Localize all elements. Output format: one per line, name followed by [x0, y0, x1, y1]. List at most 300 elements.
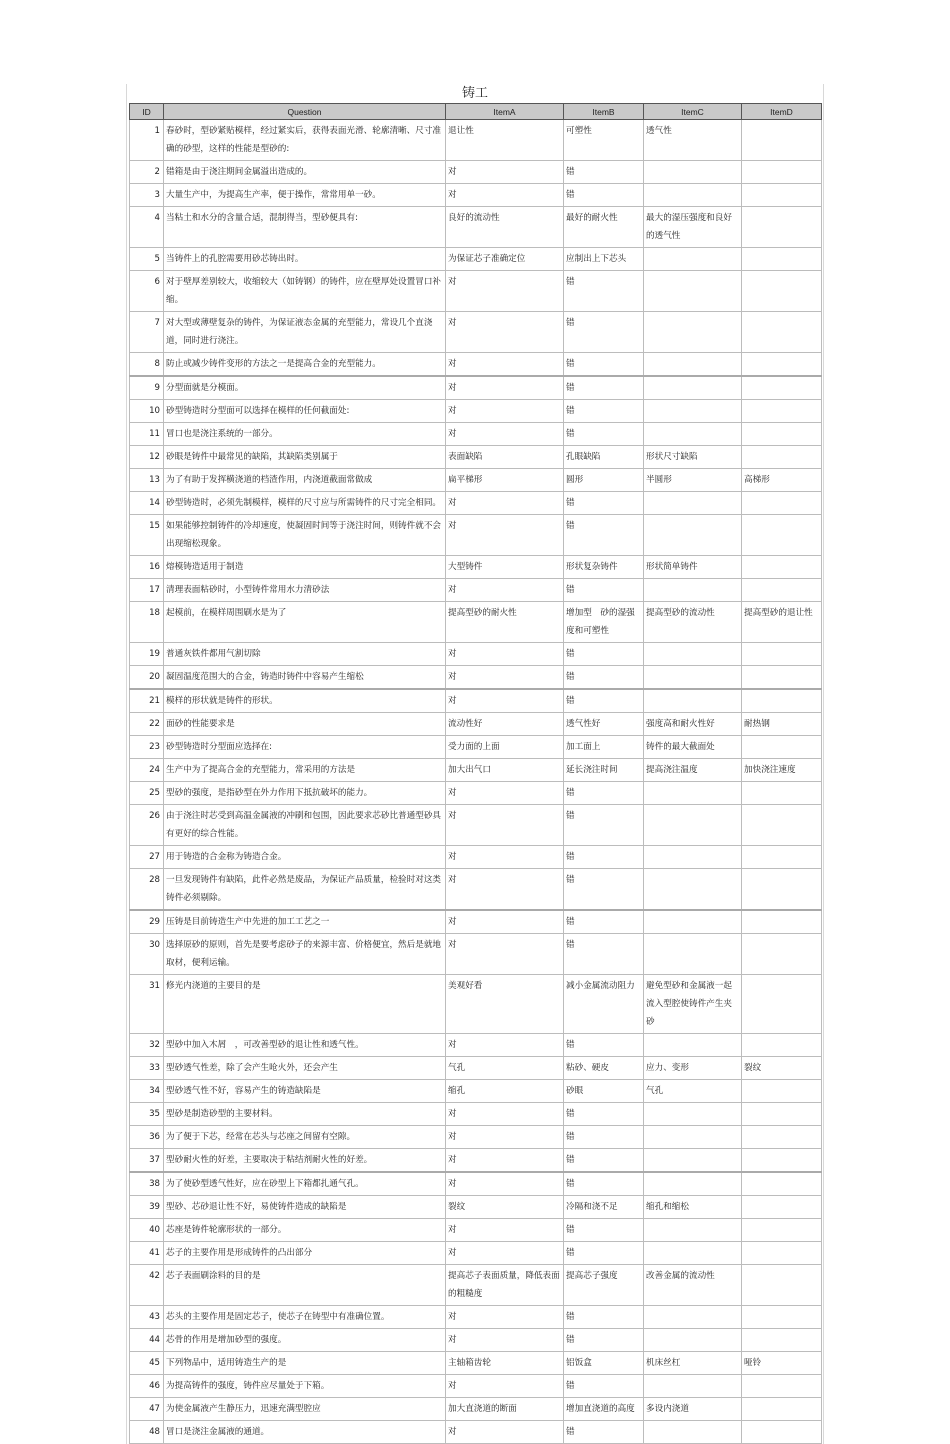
cell-item-d: 裂纹 [742, 1057, 822, 1080]
cell-item-c [644, 1306, 742, 1329]
cell-question: 如果能够控制铸件的冷却速度，使凝固时间等于浇注时间，则铸件就不会出现缩松现象。 [164, 515, 446, 556]
cell-id: 40 [130, 1219, 164, 1242]
cell-item-b: 错 [564, 643, 644, 666]
cell-item-a: 对 [446, 1375, 564, 1398]
cell-question: 对于壁厚差别较大，收缩较大（如铸钢）的铸件，应在壁厚处设置冒口补缩。 [164, 271, 446, 312]
cell-item-c [644, 184, 742, 207]
cell-item-d [742, 1329, 822, 1352]
table-row [130, 353, 822, 377]
cell-item-c: 气孔 [644, 1080, 742, 1103]
table-row [130, 1375, 822, 1398]
table-row [130, 1080, 822, 1103]
cell-item-d [742, 376, 822, 400]
cell-item-d [742, 1103, 822, 1126]
table-row [130, 1398, 822, 1421]
cell-item-b: 错 [564, 312, 644, 353]
cell-item-a: 表面缺陷 [446, 446, 564, 469]
cell-item-a: 流动性好 [446, 713, 564, 736]
cell-id: 1 [130, 120, 164, 161]
cell-question: 芯子的主要作用是形成铸件的凸出部分 [164, 1242, 446, 1265]
cell-item-d [742, 846, 822, 869]
cell-item-d [742, 1149, 822, 1173]
cell-item-c [644, 1219, 742, 1242]
table-row [130, 120, 822, 161]
cell-item-d [742, 423, 822, 446]
cell-item-b: 最好的耐火性 [564, 207, 644, 248]
cell-item-b: 冷隔和浇不足 [564, 1196, 644, 1219]
cell-question: 由于浇注时芯受到高温金属液的冲刷和包围，因此要求芯砂比普通型砂具有更好的综合性能。 [164, 805, 446, 846]
cell-item-c [644, 1172, 742, 1196]
cell-item-c: 形状尺寸缺陷 [644, 446, 742, 469]
table-row [130, 805, 822, 846]
cell-question: 型砂耐火性的好差，主要取决于粘结剂耐火性的好差。 [164, 1149, 446, 1173]
cell-item-a: 扁平梯形 [446, 469, 564, 492]
table-row [130, 1149, 822, 1173]
cell-question: 冒口是浇注金属液的通道。 [164, 1421, 446, 1444]
cell-item-a: 为保证芯子准确定位 [446, 248, 564, 271]
cell-question: 型砂的强度，是指砂型在外力作用下抵抗破坏的能力。 [164, 782, 446, 805]
cell-item-a: 对 [446, 492, 564, 515]
cell-question: 为了便于下芯，经常在芯头与芯座之间留有空隙。 [164, 1126, 446, 1149]
cell-id: 3 [130, 184, 164, 207]
cell-item-b: 错 [564, 161, 644, 184]
cell-item-a: 对 [446, 184, 564, 207]
cell-item-c [644, 492, 742, 515]
cell-item-d [742, 492, 822, 515]
cell-item-b: 错 [564, 1219, 644, 1242]
cell-item-c [644, 248, 742, 271]
cell-question: 起模前，在模样周围刷水是为了 [164, 602, 446, 643]
table-row [130, 446, 822, 469]
cell-item-c: 形状简单铸件 [644, 556, 742, 579]
cell-item-c [644, 1375, 742, 1398]
cell-item-a: 加大直浇道的断面 [446, 1398, 564, 1421]
cell-id: 23 [130, 736, 164, 759]
cell-item-d [742, 353, 822, 377]
cell-item-b: 砂眼 [564, 1080, 644, 1103]
table-row [130, 376, 822, 400]
cell-item-b: 错 [564, 782, 644, 805]
table-row [130, 975, 822, 1034]
header-row [130, 104, 822, 120]
cell-item-c: 提高浇注温度 [644, 759, 742, 782]
cell-item-c: 多设内浇道 [644, 1398, 742, 1421]
cell-question: 冒口也是浇注系统的一部分。 [164, 423, 446, 446]
table-row [130, 1329, 822, 1352]
cell-id: 8 [130, 353, 164, 377]
cell-item-b: 错 [564, 376, 644, 400]
cell-item-a: 对 [446, 689, 564, 713]
cell-item-b: 铝饭盒 [564, 1352, 644, 1375]
cell-item-d: 提高型砂的退让性 [742, 602, 822, 643]
cell-id: 27 [130, 846, 164, 869]
cell-item-c: 强度高和耐火性好 [644, 713, 742, 736]
cell-item-c [644, 1034, 742, 1057]
table-row [130, 602, 822, 643]
table-row [130, 643, 822, 666]
cell-item-c [644, 1149, 742, 1173]
cell-item-b: 增加型 砂的湿强度和可塑性 [564, 602, 644, 643]
cell-question: 为了有助于发挥横浇道的档渣作用，内浇道截面常做成 [164, 469, 446, 492]
cell-item-c [644, 869, 742, 911]
cell-item-a: 良好的流动性 [446, 207, 564, 248]
cell-item-c: 最大的湿压强度和良好的透气性 [644, 207, 742, 248]
cell-item-b: 错 [564, 492, 644, 515]
cell-question: 修光内浇道的主要目的是 [164, 975, 446, 1034]
table-row [130, 207, 822, 248]
cell-item-b: 错 [564, 1149, 644, 1173]
cell-id: 16 [130, 556, 164, 579]
cell-item-c: 半圆形 [644, 469, 742, 492]
cell-id: 13 [130, 469, 164, 492]
cell-question: 错箱是由于浇注期间金属溢出造成的。 [164, 161, 446, 184]
cell-item-c [644, 376, 742, 400]
cell-question: 选择原砂的原则，首先是要考虑砂子的来源丰富、价格便宜，然后是就地取材，便利运输。 [164, 934, 446, 975]
cell-question: 面砂的性能要求是 [164, 713, 446, 736]
table-row [130, 934, 822, 975]
cell-item-b: 粘砂、硬皮 [564, 1057, 644, 1080]
cell-item-d [742, 782, 822, 805]
cell-id: 44 [130, 1329, 164, 1352]
table-row [130, 1057, 822, 1080]
cell-item-b: 错 [564, 353, 644, 377]
cell-item-c [644, 1242, 742, 1265]
cell-question: 大量生产中，为提高生产率，便于操作，常常用单一砂。 [164, 184, 446, 207]
cell-item-a: 美观好看 [446, 975, 564, 1034]
cell-item-a: 对 [446, 1172, 564, 1196]
cell-item-b: 错 [564, 1172, 644, 1196]
cell-item-a: 对 [446, 846, 564, 869]
cell-question: 清理表面粘砂时，小型铸件常用水力清砂法 [164, 579, 446, 602]
cell-id: 28 [130, 869, 164, 911]
cell-item-b: 错 [564, 666, 644, 690]
cell-item-b: 透气性好 [564, 713, 644, 736]
cell-item-d [742, 975, 822, 1034]
cell-question: 砂型铸造时分型面应选择在: [164, 736, 446, 759]
cell-item-d [742, 1398, 822, 1421]
cell-question: 芯头的主要作用是固定芯子，使芯子在铸型中有准确位置。 [164, 1306, 446, 1329]
cell-id: 46 [130, 1375, 164, 1398]
cell-item-d: 哑铃 [742, 1352, 822, 1375]
cell-item-a: 对 [446, 643, 564, 666]
col-header-item-c: ItemC [644, 104, 742, 120]
cell-item-b: 应制出上下芯头 [564, 248, 644, 271]
cell-item-d [742, 556, 822, 579]
table-row [130, 1265, 822, 1306]
cell-id: 48 [130, 1421, 164, 1444]
cell-item-d [742, 161, 822, 184]
cell-item-b: 孔眼缺陷 [564, 446, 644, 469]
cell-question: 下列物品中，适用铸造生产的是 [164, 1352, 446, 1375]
cell-item-a: 加大出气口 [446, 759, 564, 782]
cell-item-b: 可塑性 [564, 120, 644, 161]
cell-question: 分型面就是分模面。 [164, 376, 446, 400]
cell-item-b: 错 [564, 805, 644, 846]
cell-item-b: 圆形 [564, 469, 644, 492]
cell-id: 5 [130, 248, 164, 271]
cell-item-b: 错 [564, 184, 644, 207]
cell-item-c: 铸件的最大截面处 [644, 736, 742, 759]
cell-item-d [742, 1172, 822, 1196]
cell-item-c [644, 312, 742, 353]
cell-item-b: 加工面上 [564, 736, 644, 759]
cell-item-d [742, 1306, 822, 1329]
table-row [130, 1196, 822, 1219]
cell-item-b: 提高芯子强度 [564, 1265, 644, 1306]
table-row [130, 910, 822, 934]
cell-question: 当粘土和水分的含量合适，混制得当，型砂便具有: [164, 207, 446, 248]
cell-item-b: 错 [564, 910, 644, 934]
cell-item-d [742, 1421, 822, 1444]
table-row [130, 515, 822, 556]
cell-item-a: 对 [446, 666, 564, 690]
table-row [130, 782, 822, 805]
cell-item-c [644, 666, 742, 690]
cell-item-a: 对 [446, 869, 564, 911]
col-header-item-a: ItemA [446, 104, 564, 120]
cell-id: 37 [130, 1149, 164, 1173]
table-row [130, 161, 822, 184]
table-row [130, 312, 822, 353]
cell-item-a: 对 [446, 400, 564, 423]
cell-item-c [644, 782, 742, 805]
cell-item-d [742, 1196, 822, 1219]
cell-question: 当铸件上的孔腔需要用砂芯铸出时。 [164, 248, 446, 271]
cell-id: 38 [130, 1172, 164, 1196]
cell-item-a: 对 [446, 1103, 564, 1126]
cell-item-a: 对 [446, 1034, 564, 1057]
cell-item-d [742, 934, 822, 975]
question-table [129, 103, 822, 1444]
cell-item-c [644, 579, 742, 602]
cell-id: 32 [130, 1034, 164, 1057]
cell-item-a: 对 [446, 423, 564, 446]
cell-item-a: 对 [446, 161, 564, 184]
table-row [130, 666, 822, 690]
table-row [130, 469, 822, 492]
cell-item-a: 对 [446, 1242, 564, 1265]
cell-item-d: 加快浇注速度 [742, 759, 822, 782]
table-row [130, 184, 822, 207]
cell-item-d [742, 312, 822, 353]
cell-id: 36 [130, 1126, 164, 1149]
cell-question: 生产中为了提高合金的充型能力，常采用的方法是 [164, 759, 446, 782]
cell-item-b: 形状复杂铸件 [564, 556, 644, 579]
col-header-id: ID [130, 104, 164, 120]
cell-question: 防止或减少铸件变形的方法之一是提高合金的充型能力。 [164, 353, 446, 377]
cell-id: 12 [130, 446, 164, 469]
cell-item-c [644, 353, 742, 377]
cell-item-b: 错 [564, 400, 644, 423]
cell-question: 砂型铸造时分型面可以选择在模样的任何截面处: [164, 400, 446, 423]
cell-item-d [742, 184, 822, 207]
cell-item-d [742, 1242, 822, 1265]
cell-question: 型砂是制造砂型的主要材料。 [164, 1103, 446, 1126]
cell-item-d [742, 869, 822, 911]
table-row [130, 713, 822, 736]
cell-id: 14 [130, 492, 164, 515]
table-row [130, 1034, 822, 1057]
table-row [130, 1103, 822, 1126]
cell-item-b: 错 [564, 846, 644, 869]
cell-item-a: 对 [446, 934, 564, 975]
cell-item-c [644, 161, 742, 184]
cell-item-d [742, 120, 822, 161]
table-row [130, 689, 822, 713]
table-row [130, 1352, 822, 1375]
cell-item-b: 错 [564, 271, 644, 312]
cell-item-d [742, 207, 822, 248]
col-header-question: Question [164, 104, 446, 120]
cell-id: 20 [130, 666, 164, 690]
cell-id: 18 [130, 602, 164, 643]
cell-item-b: 错 [564, 515, 644, 556]
cell-id: 11 [130, 423, 164, 446]
table-row [130, 248, 822, 271]
cell-item-a: 对 [446, 1329, 564, 1352]
cell-id: 24 [130, 759, 164, 782]
cell-item-b: 错 [564, 934, 644, 975]
cell-item-d [742, 446, 822, 469]
cell-item-d [742, 805, 822, 846]
cell-item-a: 对 [446, 515, 564, 556]
cell-id: 2 [130, 161, 164, 184]
table-row [130, 1172, 822, 1196]
cell-id: 19 [130, 643, 164, 666]
cell-item-b: 错 [564, 423, 644, 446]
cell-id: 7 [130, 312, 164, 353]
cell-item-b: 减小金属流动阻力 [564, 975, 644, 1034]
cell-item-a: 主轴箱齿轮 [446, 1352, 564, 1375]
table-row [130, 423, 822, 446]
cell-question: 芯子表面刷涂料的目的是 [164, 1265, 446, 1306]
cell-item-a: 提高型砂的耐火性 [446, 602, 564, 643]
cell-item-a: 对 [446, 910, 564, 934]
cell-question: 型砂中加入木屑 ，可改善型砂的退让性和透气性。 [164, 1034, 446, 1057]
cell-id: 30 [130, 934, 164, 975]
cell-id: 41 [130, 1242, 164, 1265]
cell-id: 34 [130, 1080, 164, 1103]
cell-id: 31 [130, 975, 164, 1034]
table-row [130, 736, 822, 759]
table-body [130, 120, 822, 1444]
cell-item-c: 缩孔和缩松 [644, 1196, 742, 1219]
cell-item-c [644, 643, 742, 666]
cell-question: 型砂透气性差，除了会产生呛火外，还会产生 [164, 1057, 446, 1080]
cell-item-b: 错 [564, 579, 644, 602]
cell-item-a: 退让性 [446, 120, 564, 161]
cell-item-d [742, 910, 822, 934]
cell-item-a: 对 [446, 805, 564, 846]
cell-item-a: 提高芯子表面质量，降低表面的粗糙度 [446, 1265, 564, 1306]
cell-item-a: 大型铸件 [446, 556, 564, 579]
cell-item-c [644, 423, 742, 446]
cell-item-d [742, 1126, 822, 1149]
cell-item-a: 对 [446, 312, 564, 353]
cell-id: 21 [130, 689, 164, 713]
cell-id: 15 [130, 515, 164, 556]
cell-item-c [644, 1126, 742, 1149]
table-row [130, 1306, 822, 1329]
cell-question: 对大型或薄壁复杂的铸件，为保证液态金属的充型能力，常设几个直浇道，同时进行浇注。 [164, 312, 446, 353]
cell-id: 43 [130, 1306, 164, 1329]
cell-item-c [644, 271, 742, 312]
cell-item-a: 气孔 [446, 1057, 564, 1080]
cell-item-a: 裂纹 [446, 1196, 564, 1219]
cell-question: 为了使砂型透气性好，应在砂型上下箱都扎通气孔。 [164, 1172, 446, 1196]
cell-item-c: 改善金属的流动性 [644, 1265, 742, 1306]
cell-id: 47 [130, 1398, 164, 1421]
cell-item-d [742, 666, 822, 690]
cell-item-a: 对 [446, 1149, 564, 1173]
cell-question: 砂型铸造时，必须先制模样，模样的尺寸应与所需铸件的尺寸完全相同。 [164, 492, 446, 515]
cell-item-d [742, 689, 822, 713]
table-row [130, 271, 822, 312]
cell-item-c [644, 1329, 742, 1352]
cell-id: 17 [130, 579, 164, 602]
table-row [130, 846, 822, 869]
table-row [130, 1126, 822, 1149]
cell-item-c [644, 846, 742, 869]
cell-question: 模样的形状就是铸件的形状。 [164, 689, 446, 713]
cell-item-a: 缩孔 [446, 1080, 564, 1103]
cell-item-d [742, 1034, 822, 1057]
cell-id: 45 [130, 1352, 164, 1375]
cell-item-b: 错 [564, 1421, 644, 1444]
cell-item-c: 透气性 [644, 120, 742, 161]
cell-question: 砂眼是铸件中最常见的缺陷，其缺陷类别属于 [164, 446, 446, 469]
cell-item-c: 避免型砂和金属液一起流入型腔使铸件产生夹砂 [644, 975, 742, 1034]
table-row [130, 579, 822, 602]
cell-item-a: 对 [446, 1219, 564, 1242]
cell-question: 普通灰铁件都用气割切除 [164, 643, 446, 666]
cell-id: 33 [130, 1057, 164, 1080]
table-row [130, 759, 822, 782]
cell-item-c [644, 1103, 742, 1126]
cell-id: 6 [130, 271, 164, 312]
col-header-item-b: ItemB [564, 104, 644, 120]
cell-item-c [644, 934, 742, 975]
cell-question: 为提高铸件的强度，铸件应尽量处于下箱。 [164, 1375, 446, 1398]
cell-item-a: 对 [446, 1421, 564, 1444]
cell-id: 25 [130, 782, 164, 805]
cell-item-d [742, 579, 822, 602]
cell-item-c: 提高型砂的流动性 [644, 602, 742, 643]
cell-item-d [742, 736, 822, 759]
cell-question: 熔模铸造适用于制造 [164, 556, 446, 579]
cell-item-c [644, 910, 742, 934]
cell-item-b: 错 [564, 1306, 644, 1329]
col-header-item-d: ItemD [742, 104, 822, 120]
cell-item-b: 错 [564, 1103, 644, 1126]
cell-item-b: 错 [564, 1329, 644, 1352]
cell-item-c [644, 805, 742, 846]
cell-item-b: 错 [564, 1126, 644, 1149]
table-row [130, 869, 822, 911]
cell-question: 用于铸造的合金称为铸造合金。 [164, 846, 446, 869]
cell-item-d [742, 271, 822, 312]
cell-item-b: 延长浇注时间 [564, 759, 644, 782]
cell-item-b: 错 [564, 1375, 644, 1398]
table-row [130, 1421, 822, 1444]
cell-item-a: 对 [446, 1126, 564, 1149]
cell-id: 4 [130, 207, 164, 248]
cell-item-a: 对 [446, 376, 564, 400]
quiz-sheet [126, 84, 824, 1444]
cell-item-c: 机床丝杠 [644, 1352, 742, 1375]
cell-item-d [742, 643, 822, 666]
cell-item-d [742, 1265, 822, 1306]
